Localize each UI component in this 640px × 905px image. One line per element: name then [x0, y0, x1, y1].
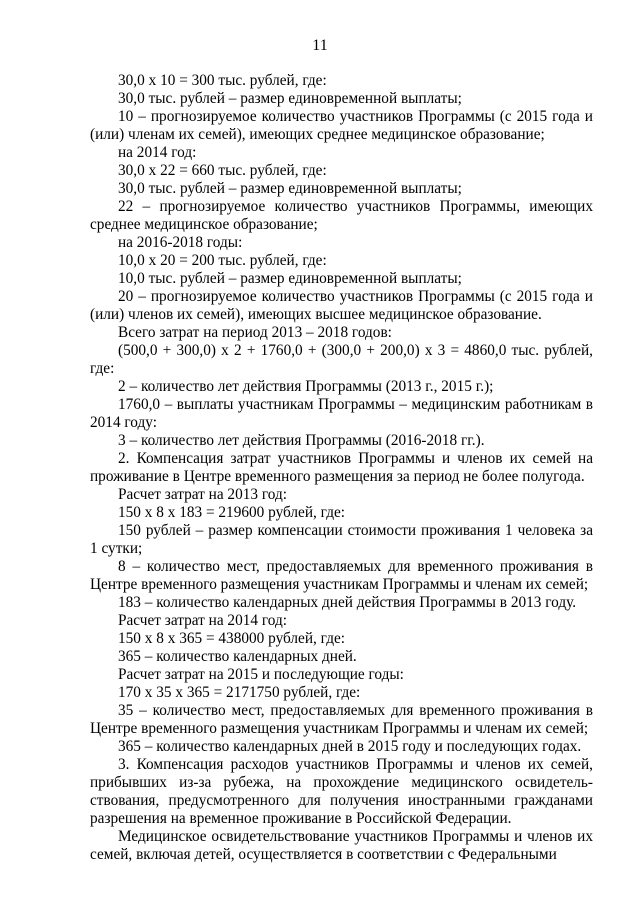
- paragraph: 2. Компенсация затрат участников Программы и членов их семей на проживание в Центре временного размещения за период не более полугода.: [90, 450, 593, 485]
- paragraph: 1760,0 – выплаты участникам Программы – медицинским работникам в 2014 году:: [90, 396, 593, 431]
- paragraph: на 2014 год:: [118, 144, 197, 161]
- paragraph: 3 – количество лет действия Программы (2016-2018 гг.).: [118, 432, 485, 449]
- paragraph: 183 – количество календарных дней действия Программы в 2013 году.: [118, 594, 577, 611]
- paragraph: 150 рублей – размер компенсации стоимости проживания 1 человека за 1 сутки;: [90, 522, 593, 557]
- paragraph: Расчет затрат на 2014 год:: [118, 612, 287, 629]
- paragraph: 3. Компенсация расходов участников Программы и членов их семей, прибывших из-за рубежа, на прохождение медицинского освидетель-ствования, предусмотренного для получения иностранными гражданами разрешения на временное проживание в Российской Федерации.: [90, 756, 593, 827]
- paragraph: 35 – количество мест, предоставляемых для временного проживания в Центре временного размещения участникам Программы и членам их семей;: [90, 702, 593, 737]
- body-text: [90, 72, 593, 864]
- paragraph: 30,0 х 10 = 300 тыс. рублей, где:: [118, 72, 327, 89]
- paragraph: 150 х 8 х 183 = 219600 рублей, где:: [118, 504, 346, 521]
- paragraph: 365 – количество календарных дней в 2015 году и последующих годах.: [118, 738, 582, 755]
- paragraph: (500,0 + 300,0) х 2 + 1760,0 + (300,0 + 200,0) х 3 = 4860,0 тыс. рублей, где:: [90, 342, 593, 377]
- paragraph: 8 – количество мест, предоставляемых для временного проживания в Центре временного размещения участникам Программы и членам их семей;: [90, 558, 593, 593]
- paragraph: 30,0 тыс. рублей – размер единовременной выплаты;: [118, 180, 462, 197]
- paragraph: 20 – прогнозируемое количество участников Программы (с 2015 года и (или) членов их семей), имеющих высшее медицинское образование.: [90, 288, 593, 323]
- paragraph: 365 – количество календарных дней.: [118, 648, 357, 665]
- paragraph: 170 х 35 х 365 = 2171750 рублей, где:: [118, 684, 361, 701]
- paragraph: 150 х 8 х 365 = 438000 рублей, где:: [118, 630, 346, 647]
- page-number: 11: [312, 37, 328, 54]
- paragraph: 10,0 тыс. рублей – размер единовременной выплаты;: [118, 270, 462, 287]
- paragraph: 10,0 х 20 = 200 тыс. рублей, где:: [118, 252, 327, 269]
- paragraph: Расчет затрат на 2013 год:: [118, 486, 287, 503]
- paragraph: 30,0 х 22 = 660 тыс. рублей, где:: [118, 162, 327, 179]
- paragraph: 22 – прогнозируемое количество участников Программы, имеющих среднее медицинское образование;: [90, 198, 593, 233]
- paragraph: Расчет затрат на 2015 и последующие годы:: [118, 666, 404, 683]
- paragraph: Медицинское освидетельствование участников Программы и членов их семей, включая детей, осуществляется в соответствии с Федеральными: [90, 828, 593, 863]
- paragraph: на 2016-2018 годы:: [118, 234, 243, 251]
- paragraph: Всего затрат на период 2013 – 2018 годов:: [118, 324, 392, 341]
- paragraph: 30,0 тыс. рублей – размер единовременной выплаты;: [118, 90, 462, 107]
- paragraph: 2 – количество лет действия Программы (2013 г., 2015 г.);: [118, 378, 494, 395]
- paragraph: 10 – прогнозируемое количество участников Программы (с 2015 года и (или) членам их семей), имеющих среднее медицинское образование;: [90, 108, 593, 143]
